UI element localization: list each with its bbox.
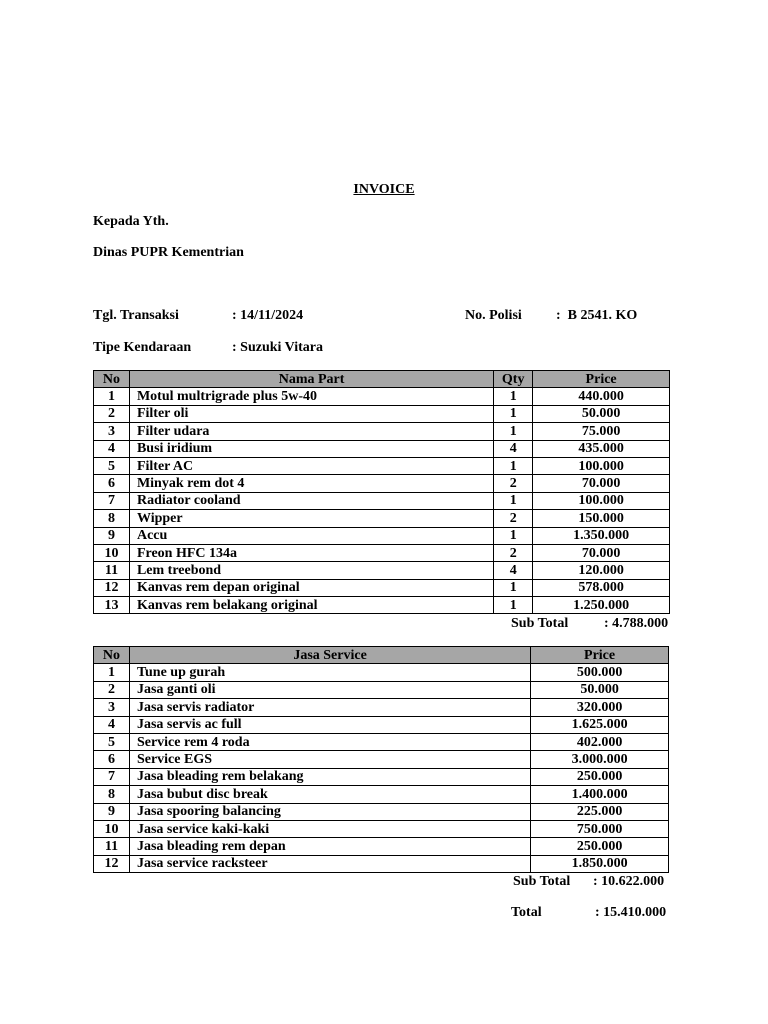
part-price: 150.000 — [533, 510, 670, 527]
part-row-number: 1 — [94, 388, 130, 405]
part-price: 120.000 — [533, 562, 670, 579]
service-row-number: 12 — [94, 855, 130, 872]
service-name: Service rem 4 roda — [129, 733, 530, 750]
service-price: 500.000 — [531, 664, 669, 681]
service-price: 1.400.000 — [531, 786, 669, 803]
invoice-title: INVOICE — [353, 182, 415, 197]
part-price: 50.000 — [533, 405, 670, 422]
service-row-number: 8 — [94, 786, 130, 803]
parts-row — [94, 510, 670, 527]
parts-header-name: Nama Part — [129, 371, 493, 388]
part-qty: 1 — [494, 492, 533, 509]
part-qty: 2 — [494, 544, 533, 561]
part-price: 440.000 — [533, 388, 670, 405]
part-row-number: 3 — [94, 423, 130, 440]
services-row — [94, 716, 669, 733]
parts-header-no: No — [94, 371, 130, 388]
service-row-number: 4 — [94, 716, 130, 733]
services-row — [94, 855, 669, 872]
part-name: Motul multrigrade plus 5w-40 — [129, 388, 493, 405]
services-row — [94, 751, 669, 768]
services-row — [94, 786, 669, 803]
service-row-number: 2 — [94, 681, 130, 698]
part-price: 1.250.000 — [533, 597, 670, 614]
transaction-date-value: : 14/11/2024 — [232, 308, 304, 323]
part-row-number: 12 — [94, 579, 130, 596]
part-name: Accu — [129, 527, 493, 544]
service-name: Jasa servis radiator — [129, 699, 530, 716]
part-qty: 1 — [494, 579, 533, 596]
part-name: Filter udara — [129, 423, 493, 440]
service-price: 250.000 — [531, 838, 669, 855]
grand-total-value: : 15.410.000 — [595, 905, 667, 920]
part-price: 70.000 — [533, 475, 670, 492]
parts-row — [94, 475, 670, 492]
service-price: 50.000 — [531, 681, 669, 698]
service-name: Tune up gurah — [129, 664, 530, 681]
part-price: 70.000 — [533, 544, 670, 561]
services-row — [94, 681, 669, 698]
service-name: Jasa bubut disc break — [129, 786, 530, 803]
parts-row — [94, 492, 670, 509]
service-price: 320.000 — [531, 699, 669, 716]
service-price: 250.000 — [531, 768, 669, 785]
service-price: 402.000 — [531, 733, 669, 750]
service-name: Jasa service racksteer — [129, 855, 530, 872]
parts-row — [94, 440, 670, 457]
part-price: 100.000 — [533, 492, 670, 509]
parts-table — [93, 370, 670, 614]
part-qty: 1 — [494, 597, 533, 614]
part-qty: 4 — [494, 440, 533, 457]
service-price: 1.625.000 — [531, 716, 669, 733]
part-name: Kanvas rem belakang original — [129, 597, 493, 614]
services-row — [94, 733, 669, 750]
service-price: 1.850.000 — [531, 855, 669, 872]
service-row-number: 7 — [94, 768, 130, 785]
recipient-name: Dinas PUPR Kementrian — [93, 245, 244, 260]
services-row — [94, 768, 669, 785]
part-row-number: 5 — [94, 457, 130, 474]
service-name: Jasa spooring balancing — [129, 803, 530, 820]
service-price: 750.000 — [531, 820, 669, 837]
recipient-label: Kepada Yth. — [93, 214, 169, 229]
part-qty: 1 — [494, 457, 533, 474]
services-row — [94, 699, 669, 716]
service-name: Service EGS — [129, 751, 530, 768]
part-row-number: 10 — [94, 544, 130, 561]
part-name: Wipper — [129, 510, 493, 527]
services-row — [94, 803, 669, 820]
part-price: 100.000 — [533, 457, 670, 474]
part-price: 75.000 — [533, 423, 670, 440]
part-price: 1.350.000 — [533, 527, 670, 544]
part-name: Busi iridium — [129, 440, 493, 457]
service-name: Jasa bleading rem depan — [129, 838, 530, 855]
services-header-row — [94, 647, 669, 664]
part-qty: 1 — [494, 405, 533, 422]
service-name: Jasa service kaki-kaki — [129, 820, 530, 837]
service-row-number: 3 — [94, 699, 130, 716]
grand-total-label: Total — [511, 905, 542, 920]
service-row-number: 6 — [94, 751, 130, 768]
part-name: Radiator cooland — [129, 492, 493, 509]
parts-subtotal-value: : 4.788.000 — [604, 616, 669, 631]
part-qty: 1 — [494, 527, 533, 544]
services-header-name: Jasa Service — [129, 647, 530, 664]
part-price: 435.000 — [533, 440, 670, 457]
parts-header-row — [94, 371, 670, 388]
part-row-number: 6 — [94, 475, 130, 492]
service-row-number: 10 — [94, 820, 130, 837]
part-row-number: 2 — [94, 405, 130, 422]
part-row-number: 4 — [94, 440, 130, 457]
service-name: Jasa servis ac full — [129, 716, 530, 733]
part-name: Lem treebond — [129, 562, 493, 579]
services-header-no: No — [94, 647, 130, 664]
services-subtotal-label: Sub Total — [513, 874, 571, 889]
service-price: 225.000 — [531, 803, 669, 820]
part-row-number: 7 — [94, 492, 130, 509]
part-name: Filter AC — [129, 457, 493, 474]
service-row-number: 9 — [94, 803, 130, 820]
service-row-number: 5 — [94, 733, 130, 750]
service-row-number: 11 — [94, 838, 130, 855]
plate-number-value: : B 2541. KO — [556, 308, 638, 323]
parts-row — [94, 562, 670, 579]
part-qty: 1 — [494, 388, 533, 405]
part-qty: 2 — [494, 510, 533, 527]
part-row-number: 8 — [94, 510, 130, 527]
part-qty: 2 — [494, 475, 533, 492]
services-header-price: Price — [531, 647, 669, 664]
part-qty: 4 — [494, 562, 533, 579]
parts-row — [94, 579, 670, 596]
parts-row — [94, 405, 670, 422]
parts-header-qty: Qty — [494, 371, 533, 388]
part-name: Kanvas rem depan original — [129, 579, 493, 596]
part-price: 578.000 — [533, 579, 670, 596]
services-subtotal-value: : 10.622.000 — [593, 874, 665, 889]
parts-row — [94, 597, 670, 614]
parts-row — [94, 457, 670, 474]
parts-row — [94, 423, 670, 440]
part-qty: 1 — [494, 423, 533, 440]
part-row-number: 11 — [94, 562, 130, 579]
services-row — [94, 838, 669, 855]
service-row-number: 1 — [94, 664, 130, 681]
plate-number-label: No. Polisi — [465, 308, 522, 323]
part-row-number: 9 — [94, 527, 130, 544]
parts-row — [94, 388, 670, 405]
services-table — [93, 646, 669, 873]
parts-row — [94, 544, 670, 561]
vehicle-type-label: Tipe Kendaraan — [93, 340, 192, 355]
service-name: Jasa ganti oli — [129, 681, 530, 698]
transaction-date-label: Tgl. Transaksi — [93, 308, 179, 323]
part-row-number: 13 — [94, 597, 130, 614]
vehicle-type-value: : Suzuki Vitara — [232, 340, 324, 355]
services-row — [94, 820, 669, 837]
parts-row — [94, 527, 670, 544]
service-price: 3.000.000 — [531, 751, 669, 768]
part-name: Freon HFC 134a — [129, 544, 493, 561]
service-name: Jasa bleading rem belakang — [129, 768, 530, 785]
parts-header-price: Price — [533, 371, 670, 388]
parts-subtotal-label: Sub Total — [511, 616, 569, 631]
part-name: Minyak rem dot 4 — [129, 475, 493, 492]
services-row — [94, 664, 669, 681]
part-name: Filter oli — [129, 405, 493, 422]
